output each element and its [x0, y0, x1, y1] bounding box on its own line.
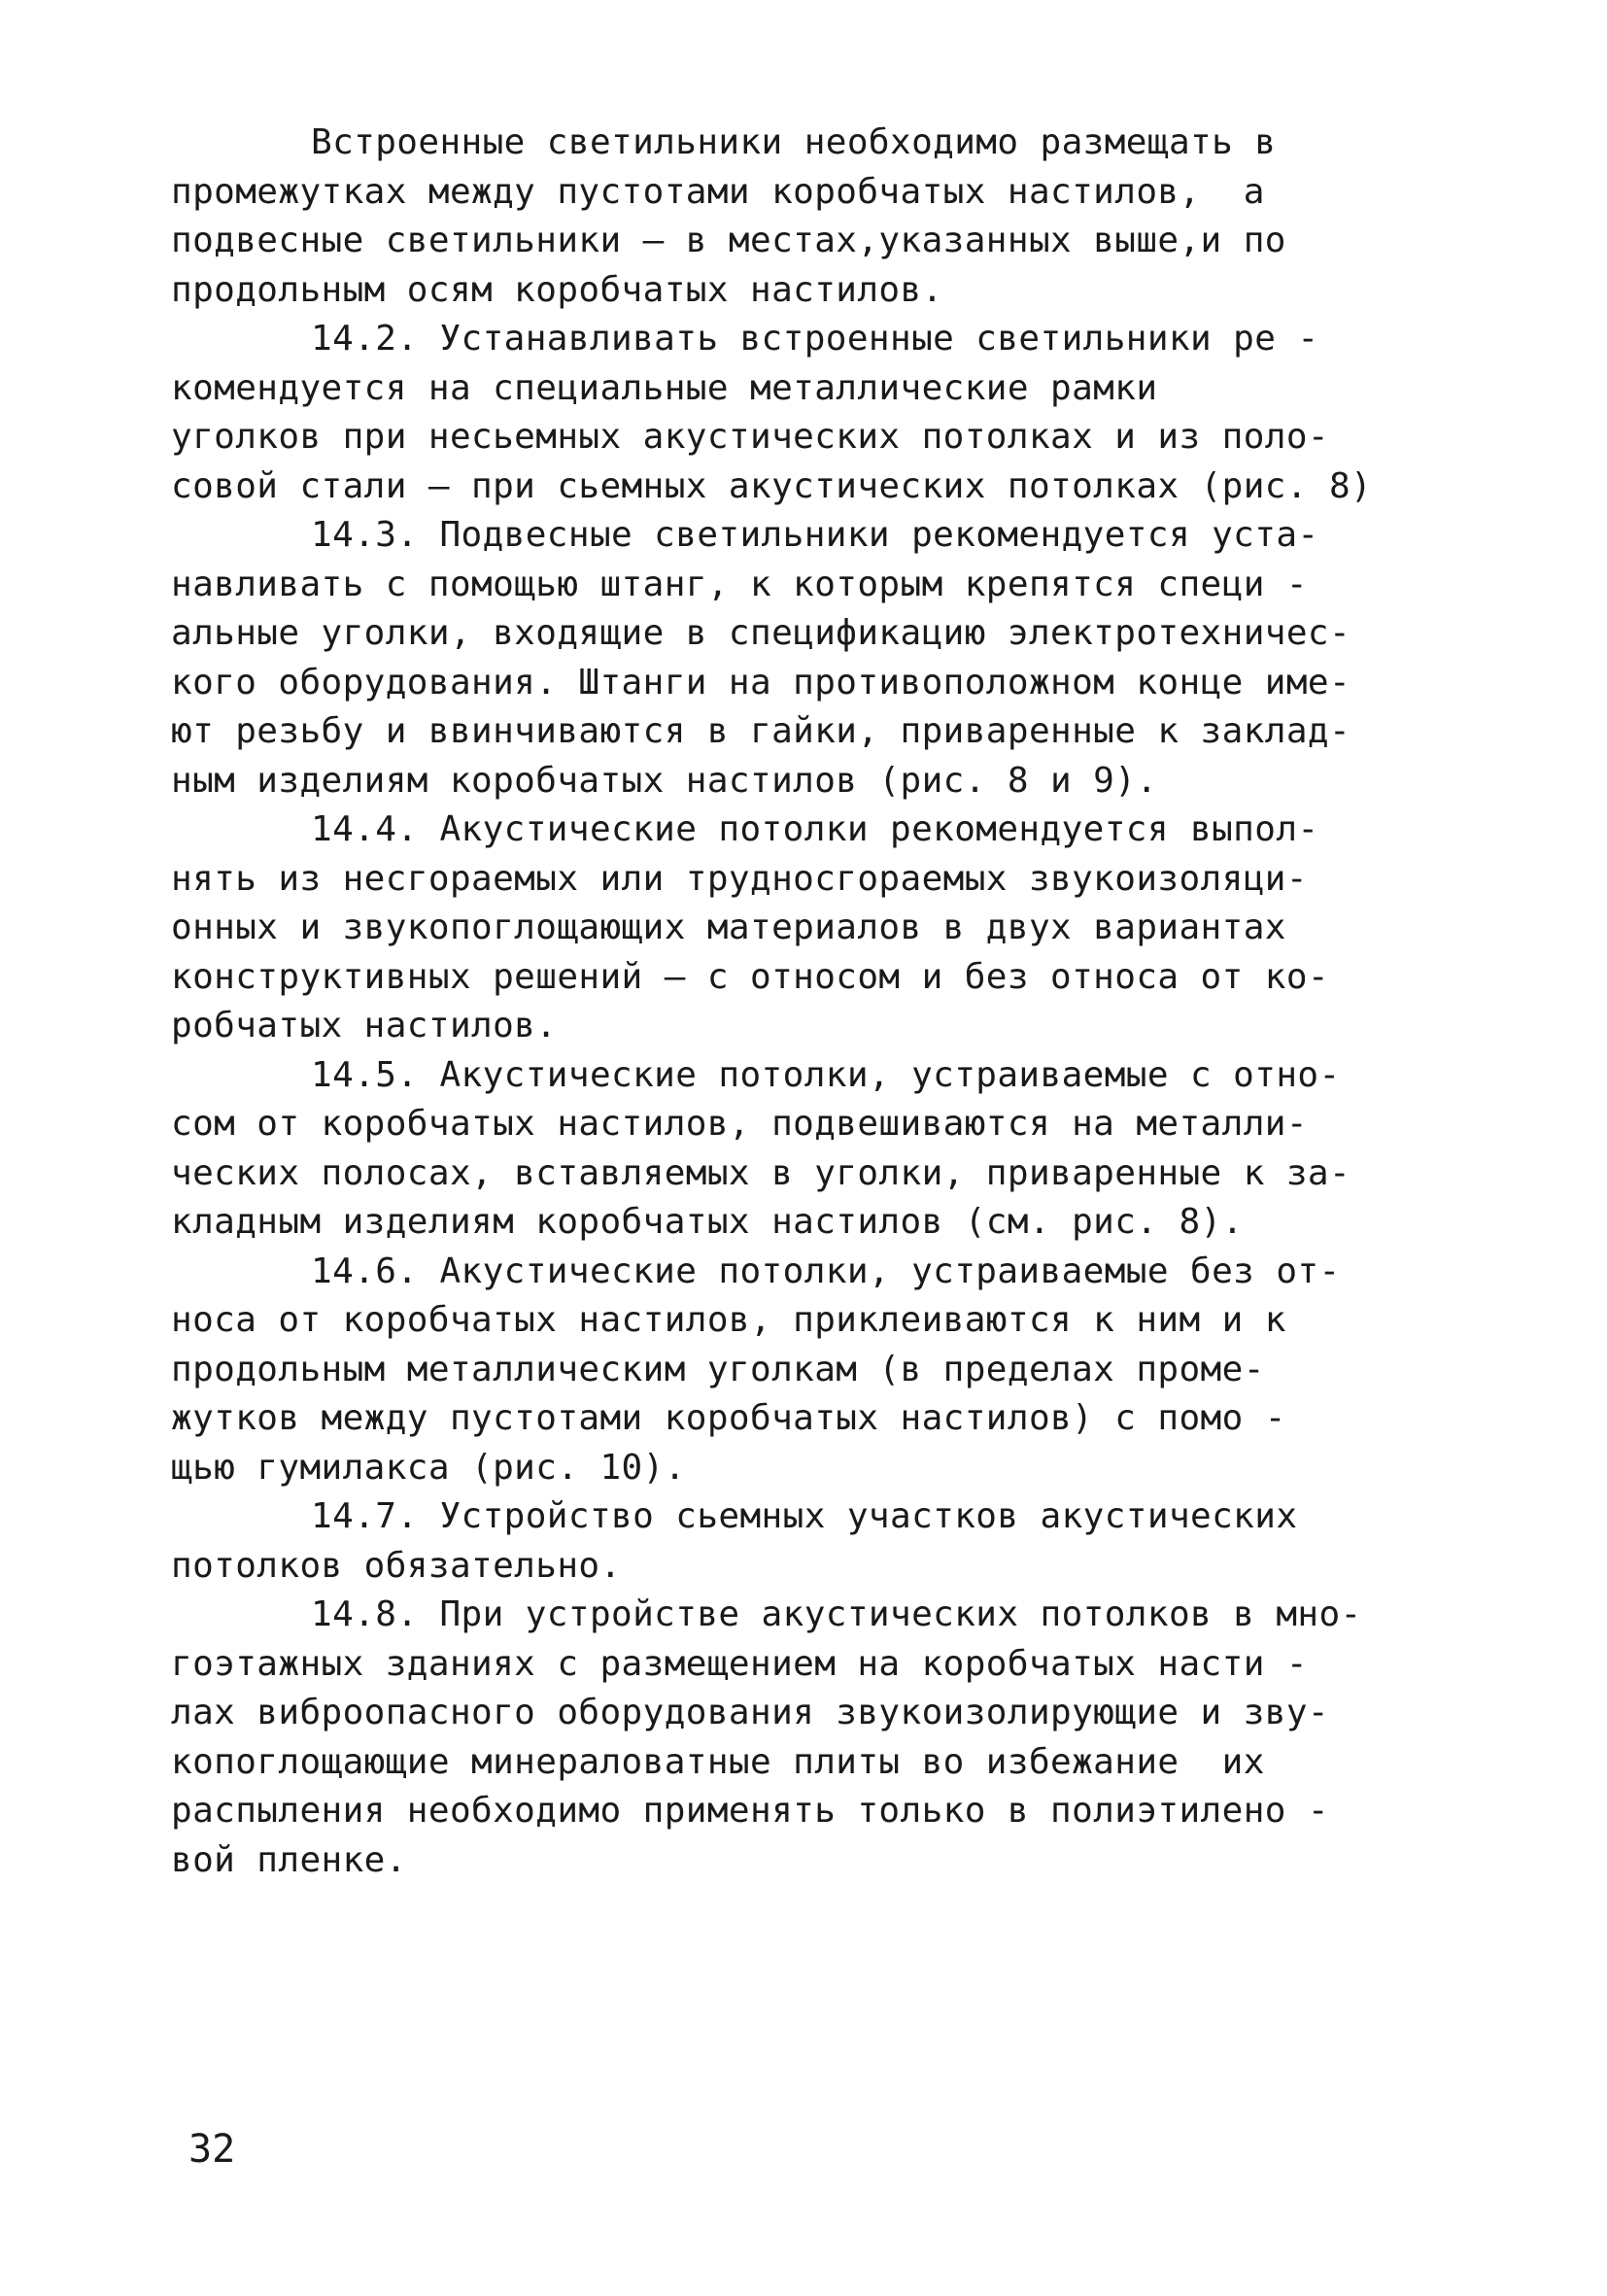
text-line: промежутках между пустотами коробчатых настилов, а [171, 171, 1265, 212]
paragraph-first-line: 14.5. Акустические потолки, устраиваемые с отно- [311, 1054, 1341, 1095]
text-line: уголков при несьемных акустических потолках и из поло- [171, 417, 1329, 457]
text-line: ным изделиям коробчатых настилов (рис. 8 и 9). [171, 760, 1158, 801]
paragraph-first-line: Встроенные светильники необходимо размещать в [311, 122, 1277, 162]
text-line: лах виброопасного оборудования звукоизолирующие и зву- [171, 1693, 1329, 1732]
text-line: подвесные светильники – в местах,указанных выше,и по [171, 221, 1286, 260]
text-line: комендуется на специальные металлические рамки [171, 367, 1158, 408]
text-line: альные уголки, входящие в спецификацию электротехничес- [171, 613, 1351, 653]
text-line: кладным изделиям коробчатых настилов (см. рис. 8). [171, 1202, 1244, 1242]
paragraph-first-line: 14.6. Акустические потолки, устраиваемые без от- [311, 1251, 1341, 1291]
text-line: потолков обязательно. [171, 1545, 622, 1586]
text-line: распыления необходимо применять только в полиэтилено - [171, 1791, 1329, 1831]
page-number: 32 [188, 2127, 236, 2172]
text-line: продольным металлическим уголкам (в пределах проме- [171, 1349, 1265, 1389]
text-line: онных и звукопоглощающих материалов в двух вариантах [171, 908, 1286, 947]
text-line: сом от коробчатых настилов, подвешиваются на металли- [171, 1104, 1308, 1144]
text-line: конструктивных решений – с относом и без относа от ко- [171, 956, 1329, 997]
text-line: робчатых настилов. [171, 1006, 558, 1045]
text-line: навливать с помощью штанг, к которым крепятся специ - [171, 564, 1308, 604]
text-line: вой пленке. [171, 1839, 407, 1880]
text-line: кого оборудования. Штанги на противоположном конце име- [171, 662, 1351, 703]
text-line: носа от коробчатых настилов, приклеиваются к ним и к [171, 1300, 1286, 1340]
paragraph-first-line: 14.2. Устанавливать встроенные светильники ре - [311, 319, 1319, 359]
paragraph-first-line: 14.8. При устройстве акустических потолков в мно- [311, 1594, 1362, 1634]
text-line: жутков между пустотами коробчатых настилов) с помо - [171, 1398, 1286, 1438]
paragraph-first-line: 14.4. Акустические потолки рекомендуется выпол- [311, 809, 1319, 849]
text-line: ют резьбу и ввинчиваются в гайки, приваренные к заклад- [171, 711, 1351, 751]
body-text [171, 119, 1434, 1885]
text-line: щью гумилакса (рис. 10). [171, 1447, 686, 1488]
text-line: гоэтажных зданиях с размещением на коробчатых насти - [171, 1643, 1308, 1684]
paragraph-first-line: 14.3. Подвесные светильники рекомендуется уста- [311, 515, 1319, 555]
text-line: продольным осям коробчатых настилов. [171, 269, 943, 310]
paragraph-first-line: 14.7. Устройство сьемных участков акустических [311, 1496, 1298, 1536]
text-line: совой стали – при сьемных акустических потолках (рис. 8) [171, 465, 1373, 506]
text-line: копоглощающие минераловатные плиты во избежание их [171, 1741, 1265, 1782]
text-line: ческих полосах, вставляемых в уголки, приваренные к за- [171, 1152, 1351, 1193]
text-line: нять из несгораемых или трудносгораемых звукоизоляци- [171, 858, 1308, 899]
